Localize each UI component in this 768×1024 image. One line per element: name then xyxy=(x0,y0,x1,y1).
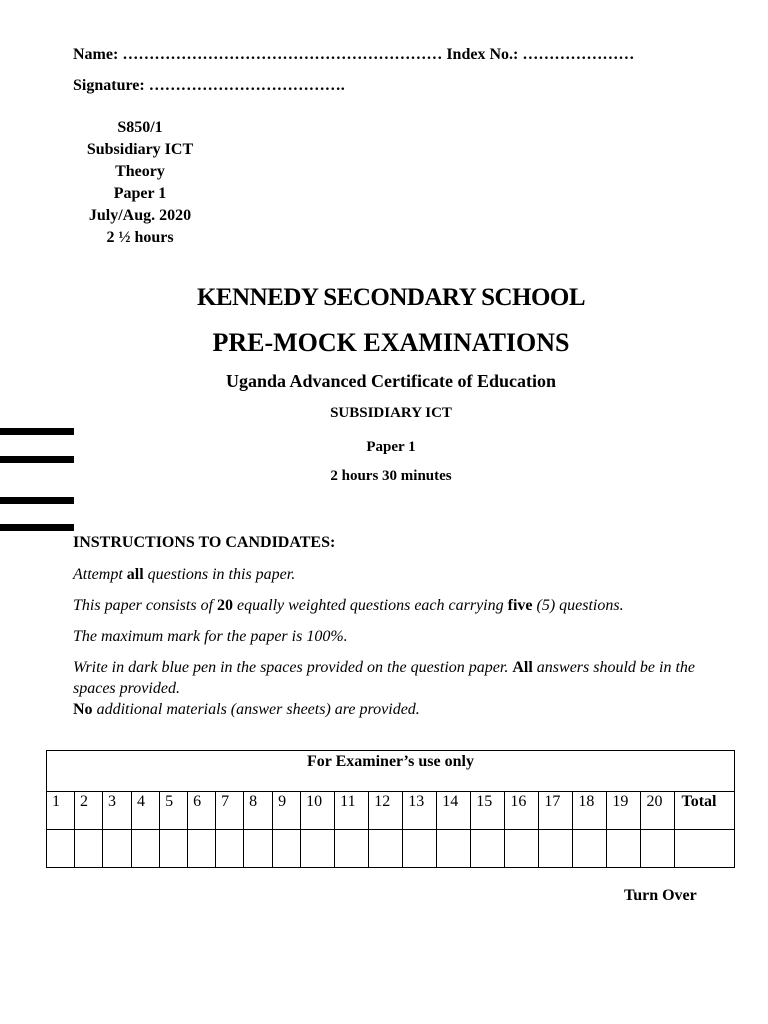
question-number-cell: 1 xyxy=(47,792,75,830)
question-number-cell: 10 xyxy=(301,792,335,830)
question-number-cell: 4 xyxy=(132,792,160,830)
marks-row xyxy=(47,830,735,868)
mark-cell[interactable] xyxy=(103,830,132,868)
certificate-title: Uganda Advanced Certificate of Education xyxy=(226,371,556,391)
turn-over-label: Turn Over xyxy=(624,887,697,904)
signature-label: Signature: xyxy=(73,77,149,94)
subject-title: SUBSIDIARY ICT xyxy=(330,405,452,421)
instruction-3: The maximum mark for the paper is 100%. xyxy=(73,628,348,645)
mark-cell[interactable] xyxy=(573,830,607,868)
instruction-1: Attempt all questions in this paper. xyxy=(73,566,296,583)
margin-bar xyxy=(0,428,74,435)
paper-info-block xyxy=(60,117,220,249)
paper-number: Paper 1 xyxy=(113,185,167,202)
question-number-cell: 19 xyxy=(607,792,641,830)
instruction-4: Write in dark blue pen in the spaces provided on the question paper. All answers should be in the spaces provided. xyxy=(73,659,696,697)
mark-cell[interactable] xyxy=(216,830,244,868)
question-number-cell: 8 xyxy=(244,792,273,830)
name-dots: …………………………………………………… xyxy=(122,46,443,63)
signature-dots: ………………………………. xyxy=(148,77,345,94)
mark-cell[interactable] xyxy=(539,830,573,868)
index-label: Index No.: xyxy=(442,46,523,63)
mark-cell[interactable] xyxy=(505,830,539,868)
total-header-cell: Total xyxy=(675,792,735,830)
mark-cell[interactable] xyxy=(641,830,675,868)
examiner-table xyxy=(46,750,735,868)
question-number-cell: 15 xyxy=(471,792,505,830)
instruction-2: This paper consists of 20 equally weighted questions each carrying five (5) questions. xyxy=(73,597,624,614)
mark-cell[interactable] xyxy=(471,830,505,868)
paper-title: Paper 1 xyxy=(366,439,416,455)
mark-cell[interactable] xyxy=(244,830,273,868)
question-number-cell: 9 xyxy=(273,792,301,830)
instructions-heading: INSTRUCTIONS TO CANDIDATES: xyxy=(73,534,336,551)
mark-cell[interactable] xyxy=(437,830,471,868)
question-number-cell: 5 xyxy=(160,792,188,830)
signature-line xyxy=(73,77,345,95)
margin-bar xyxy=(0,497,74,504)
question-number-cell: 14 xyxy=(437,792,471,830)
exam-title: PRE-MOCK EXAMINATIONS xyxy=(212,328,570,357)
instructions-section xyxy=(73,532,713,730)
question-number-cell: 12 xyxy=(369,792,403,830)
question-number-cell: 11 xyxy=(335,792,369,830)
question-number-cell: 16 xyxy=(505,792,539,830)
paper-type: Theory xyxy=(115,163,165,180)
mark-cell[interactable] xyxy=(301,830,335,868)
paper-code: S850/1 xyxy=(117,119,163,136)
mark-cell[interactable] xyxy=(335,830,369,868)
question-number-cell: 20 xyxy=(641,792,675,830)
mark-cell[interactable] xyxy=(273,830,301,868)
mark-cell[interactable] xyxy=(188,830,216,868)
mark-cell[interactable] xyxy=(607,830,641,868)
question-number-cell: 7 xyxy=(216,792,244,830)
question-number-cell: 2 xyxy=(75,792,103,830)
question-number-row xyxy=(47,792,735,830)
question-number-cell: 6 xyxy=(188,792,216,830)
paper-subject: Subsidiary ICT xyxy=(86,141,194,158)
examiner-table-title: For Examiner’s use only xyxy=(47,751,735,792)
mark-cell[interactable] xyxy=(47,830,75,868)
question-number-cell: 17 xyxy=(539,792,573,830)
question-number-cell: 13 xyxy=(403,792,437,830)
school-name: KENNEDY SECONDARY SCHOOL xyxy=(196,284,586,311)
margin-bar xyxy=(0,524,74,531)
total-mark-cell[interactable] xyxy=(675,830,735,868)
margin-bar xyxy=(0,456,74,463)
mark-cell[interactable] xyxy=(160,830,188,868)
question-number-cell: 18 xyxy=(573,792,607,830)
question-number-cell: 3 xyxy=(103,792,132,830)
name-label: Name: xyxy=(73,46,123,63)
instruction-5: No additional materials (answer sheets) are provided. xyxy=(73,701,420,718)
name-line xyxy=(73,46,634,64)
mark-cell[interactable] xyxy=(75,830,103,868)
paper-time: 2 ½ hours xyxy=(106,229,174,246)
mark-cell[interactable] xyxy=(132,830,160,868)
mark-cell[interactable] xyxy=(369,830,403,868)
index-dots: ………………… xyxy=(522,46,635,63)
duration-title: 2 hours 30 minutes xyxy=(330,468,452,484)
mark-cell[interactable] xyxy=(403,830,437,868)
paper-date: July/Aug. 2020 xyxy=(88,207,192,224)
